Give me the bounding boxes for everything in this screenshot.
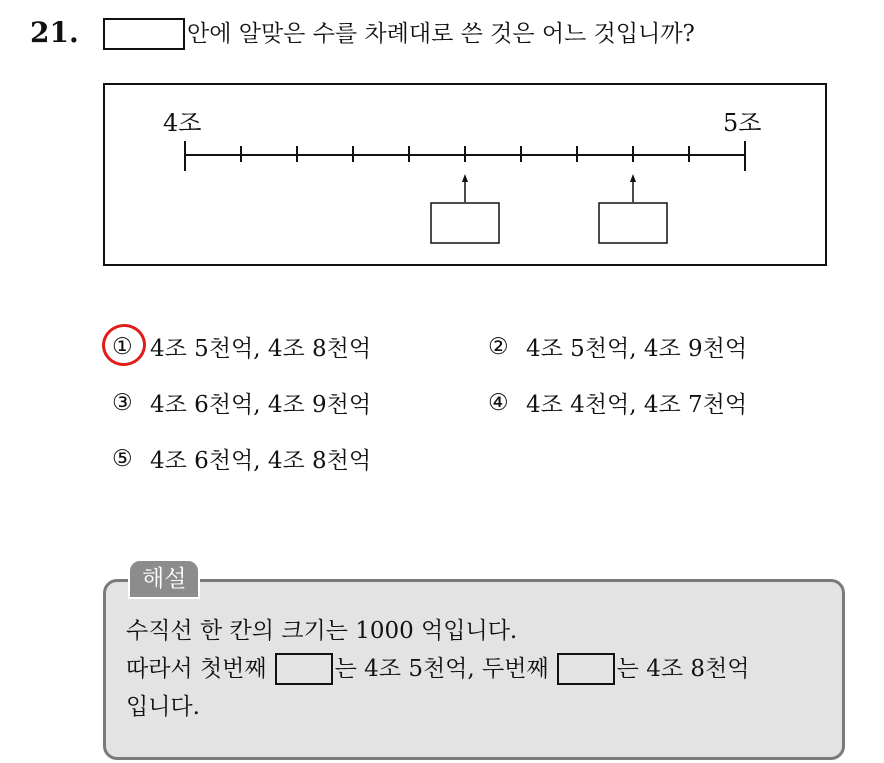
choice-5[interactable] [112, 442, 371, 475]
answer-box-2 [599, 203, 667, 243]
choice-5-mark: ⑤ [112, 445, 133, 472]
number-line-start-label: 4조 [163, 109, 202, 137]
pointer-arrowhead-1 [462, 174, 468, 182]
choice-3-text: 4조 6천억, 4조 9천억 [150, 392, 372, 418]
choice-4[interactable] [488, 386, 747, 419]
answer-box-1 [431, 203, 499, 243]
explanation-line-3: 입니다. [126, 694, 200, 720]
question-text: 안에 알맞은 수를 차례대로 쓴 것은 어느 것입니까? [187, 21, 695, 47]
explanation-line-2 [126, 650, 749, 688]
choice-4-mark: ④ [488, 389, 509, 416]
pointer-arrowhead-2 [630, 174, 636, 182]
choice-4-text: 4조 4천억, 4조 7천억 [526, 392, 748, 418]
explanation-blank-2 [557, 653, 615, 685]
explanation-line-2-b: 는 4조 5천억, 두번째 [334, 656, 549, 682]
explanation-text [126, 612, 749, 726]
explanation-line-2-c: 는 4조 8천억 [616, 656, 750, 682]
choice-2-text: 4조 5천억, 4조 9천억 [526, 336, 748, 362]
explanation-tag: 해설 [128, 559, 200, 599]
choice-1-text: 4조 5천억, 4조 8천억 [150, 336, 372, 362]
choice-3-mark: ③ [112, 389, 133, 416]
choice-2[interactable] [488, 330, 747, 363]
choice-1[interactable] [112, 330, 371, 363]
explanation-line-2-a: 따라서 첫번째 [126, 656, 267, 682]
explanation-line-1: 수직선 한 칸의 크기는 1000 억입니다. [126, 618, 518, 644]
explanation-blank-1 [275, 653, 333, 685]
choice-1-mark: ① [112, 333, 133, 360]
number-line-figure [103, 83, 827, 266]
answer-blank-box [103, 18, 185, 50]
choice-3[interactable] [112, 386, 371, 419]
number-line-end-label: 5조 [723, 109, 762, 137]
question-text-line [103, 16, 695, 52]
choice-2-mark: ② [488, 333, 509, 360]
choice-5-text: 4조 6천억, 4조 8천억 [150, 448, 372, 474]
number-line-svg [105, 85, 825, 264]
question-number: 21. [30, 16, 79, 49]
